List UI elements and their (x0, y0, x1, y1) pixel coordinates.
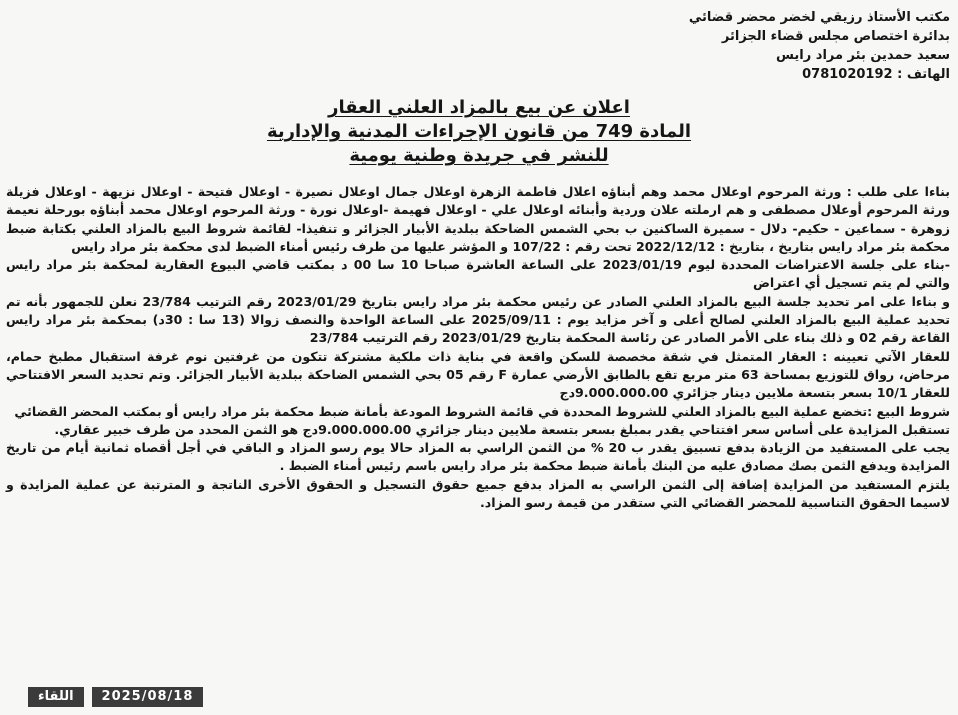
title-line-1: اعلان عن بيع بالمزاد العلني العقار (328, 97, 630, 118)
title-line-3: للنشر في جريدة وطنية يومية (349, 145, 609, 166)
newspaper-name: اللقاء (28, 687, 84, 707)
paragraph-request: بناءا على طلب : ورثة المرحوم اوعلال محمد وهم أبناؤه اعلال فاطمة الزهرة اوعلال جمال اوعلال نصيرة - اوعلال فتيحة - اوعلال نزيهة - اوعلال فزيلة ورثة المرحوم أوعلال مصطفى و هم ارملته علان وردية وأبنائه اوعلال علي - اوعلال فهيمة -اوعلال نورة - ورثة المرحوم اوعلال محمد أبناؤه بورحلة نعيمة زوهرة - سماعين - حكيم- دلال - سميرة الساكنين ب بحي الشمس الضاحكة ببلدية الأبيار الجزائر و تنفيذا- لقائمة شروط البيع بالمزاد العلني بكتابة ضبط محكمة بئر مراد رايس بتاريخ ، بتاريخ : 2022/12/12 تحت رقم : 107/22 و المؤشر عليها من طرف رئيس أمناء الضبط لدى محكمة بئر مراد رايس (6, 184, 950, 254)
paragraph-conditions: شروط البيع :تخضع عملية البيع بالمزاد العلني للشروط المحددة في قائمة الشروط المودعة بأمانة ضبط محكمة بئر مراد رايس أو بمكتب المحضر القضائي (14, 403, 950, 419)
office-name: مكتب الأستاذ رزيقي لخضر محضر قضائي (688, 10, 950, 25)
paragraph-bidding: تستقبل المزايدة على أساس سعر افتتاحي يقدر بمبلغ بسعر بتسعة ملايين دينار جزائري 9.000.000.00دج هو الثمن المحدد من طرف خبير عقاري. (54, 421, 950, 437)
office-address: سعيد حمدين بئر مراد رايس (776, 48, 950, 63)
office-jurisdiction: بدائرة اختصاص مجلس قضاء الجزائر (721, 29, 950, 44)
publication-date: 2025/08/18 (92, 687, 204, 707)
announcement-body (6, 183, 950, 512)
paragraph-deposit: يجب على المستفيد من الزيادة بدفع تسبيق يقدر ب 20 % من الثمن الراسي به المزاد حالا يوم رسو المزاد و الباقي في أجل أقصاه ثمانية أيام من تاريخ المزايدة ويدفع الثمن بصك مصادق عليه من البنك بأمانة ضبط محكمة بئر مراد رايس باسم رئيس أمناء الضبط . (6, 440, 950, 474)
paragraph-sale-date: و بناءا على امر تحديد جلسة البيع بالمزاد العلني الصادر عن رئيس محكمة بئر مراد رايس بتاريخ 2023/01/29 رقم الترتيب 23/784 نعلن للجمهور بأنه تم تحديد عملية البيع بالمزاد العلني لصالح أعلى و آخر مزايد يوم : 2025/09/11 على الساعة الواحدة والنصف زوالا (13 سا : 30د) بمحكمة بئر مراد رايس القاعة رقم 02 و ذلك بناء على الأمر الصادر عن رئاسة المحكمة بتاريخ 2023/01/29 رقم الترتيب 23/784 (6, 293, 951, 346)
paragraph-objections: -بناء على جلسة الاعتراضات المحددة ليوم 2023/01/19 على الساعة العاشرة صباحا 10 سا 00 د بمكتب قاضي البيوع العقارية لمحكمة بئر مراد رايس والتي لم يتم تسجيل أي اعتراض (6, 257, 951, 291)
paragraph-fees: يلتزم المستفيد من المزايدة إضافة إلى الثمن الراسي به المزاد بدفع جميع حقوق التسجيل و الحقوق الأخرى الناتجة و المترتبة عن عملية المزايدة و لاسيما الحقوق التناسبية للمحضر القضائي التي ستقدر من قيمة رسو المزاد. (6, 476, 950, 511)
office-header (430, 8, 950, 84)
announcement-title (0, 96, 958, 168)
paragraph-property: للعقار الآتي تعيينه : العقار المتمثل في شقة مخصصة للسكن واقعة في بناية ذات ملكية مشتركة تتكون من غرفتين نوم غرفة استقبال مطبخ حمام، مرحاض، رواق للتوزيع بمساحة 63 متر مربع تقع بالطابق الأرضي عمارة F رقم 05 بحي الشمس الضاحكة ببلدية الأبيار الجزائر. وتم تحديد السعر الافتتاحي للعقار 10/1 بسعر بتسعة ملايين دينار جزائري 9.000.000.00دج (6, 348, 950, 401)
title-line-2: المادة 749 من قانون الإجراءات المدنية والإدارية (266, 121, 692, 142)
office-phone: الهاتف : 0781020192 (802, 67, 950, 82)
publication-footer (28, 687, 203, 707)
